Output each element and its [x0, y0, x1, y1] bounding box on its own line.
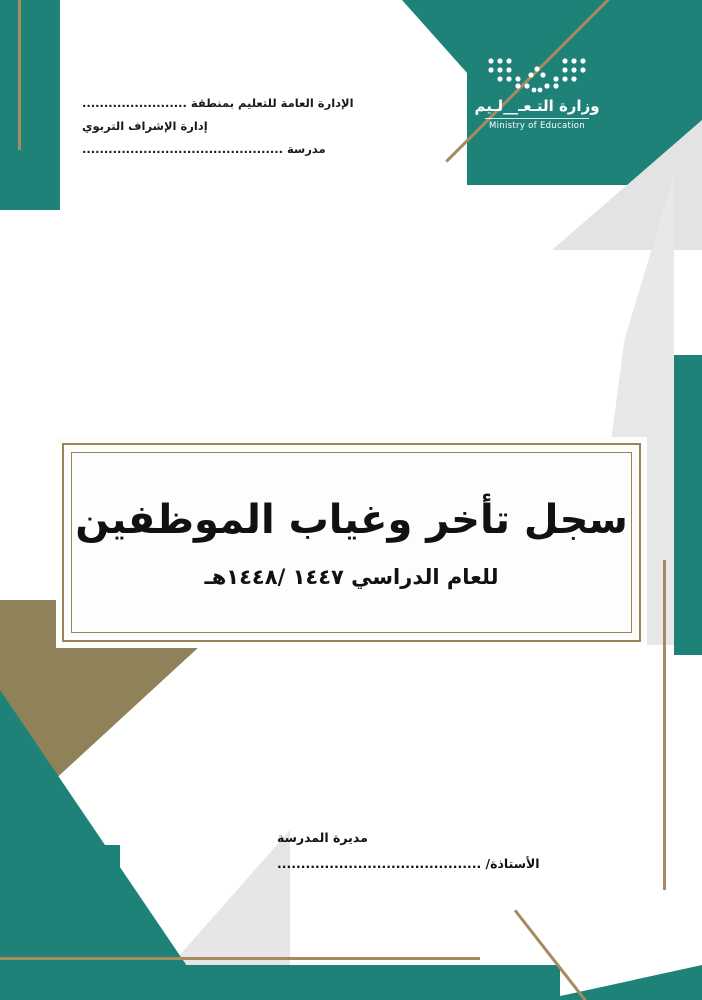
decor-bottom-gold-line	[0, 957, 480, 960]
signature-name: الأستاذة/ ...........................................	[277, 856, 540, 872]
page-title: سجل تأخر وغياب الموظفين	[75, 496, 628, 543]
page-subtitle: للعام الدراسي ١٤٤٧ /١٤٤٨هـ	[204, 564, 499, 589]
signature-block	[277, 825, 607, 878]
decor-bottom-right-teal-wedge	[542, 965, 702, 1000]
decor-right-gold-line	[663, 560, 666, 890]
header-line-school: مدرسة ..............................................	[82, 142, 326, 156]
title-card-inner-border	[71, 452, 632, 633]
ministry-emblem-icon	[485, 55, 589, 93]
ministry-logo	[472, 55, 602, 131]
ministry-name-english: Ministry of Education	[489, 121, 585, 131]
header-line-department: الإدارة العامة للتعليم بمنطقة ........................	[82, 96, 354, 110]
decor-bottom-teal-band	[0, 965, 560, 1000]
decor-right-teal-bar	[674, 355, 702, 655]
logo-divider	[485, 118, 589, 119]
decor-top-left-teal-bar	[0, 0, 60, 210]
signature-role: مديرة المدرسة	[277, 830, 368, 845]
decor-top-left-gold-line	[18, 0, 21, 150]
title-card	[62, 443, 641, 642]
ministry-name-arabic: وزارة التـعـ__لـيم	[474, 97, 600, 115]
header-line-supervision: إدارة الإشراف التربوي	[82, 119, 208, 133]
administrative-header	[82, 92, 372, 161]
